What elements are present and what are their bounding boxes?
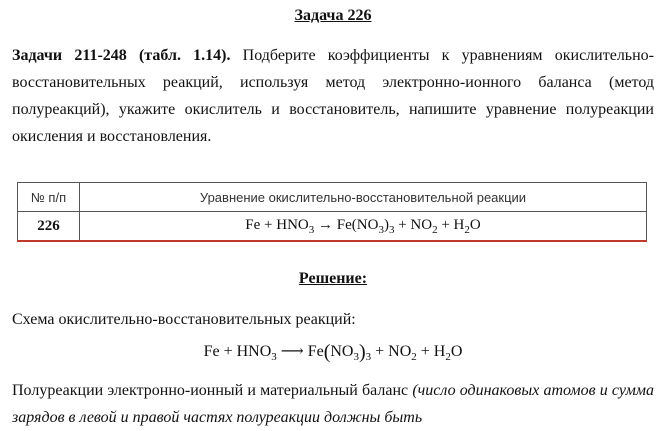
problem-title: Задача 226 bbox=[294, 7, 372, 24]
task-lead: Задачи 211-248 (табл. 1.14). bbox=[12, 47, 231, 64]
task-statement bbox=[12, 42, 654, 150]
scheme-product-h: + H bbox=[416, 343, 446, 360]
eq-product-o: O bbox=[469, 216, 481, 233]
reaction-table bbox=[17, 182, 647, 242]
eq-sub: 2 bbox=[432, 223, 438, 236]
scheme-product-fe: Fe bbox=[307, 343, 324, 360]
scheme-label: Схема окислительно-восстановительных реакций: bbox=[12, 311, 356, 328]
scheme-arrow: ⟶ bbox=[276, 343, 308, 360]
header-number: № п/п bbox=[18, 183, 80, 212]
eq-product-fe-no: Fe(NO bbox=[336, 216, 379, 233]
scheme-product-no: NO bbox=[330, 343, 354, 360]
scheme-sub: 3 bbox=[365, 351, 372, 364]
eq-sub: 3 bbox=[388, 223, 395, 236]
scheme-sub: 2 bbox=[445, 351, 451, 364]
balance-paragraph bbox=[12, 377, 654, 431]
eq-paren: ) bbox=[383, 216, 389, 233]
eq-sub: 2 bbox=[464, 223, 470, 236]
eq-product-no: + NO bbox=[394, 216, 433, 233]
header-equation: Уравнение окислительно-восстановительной реакции bbox=[80, 183, 647, 212]
scheme-equation bbox=[0, 340, 666, 369]
eq-sub: 3 bbox=[378, 223, 384, 236]
row-number: 226 bbox=[18, 212, 80, 242]
row-equation bbox=[80, 212, 647, 242]
eq-sub: 3 bbox=[308, 223, 315, 236]
eq-product-h: + H bbox=[437, 216, 465, 233]
eq-arrow: → bbox=[314, 216, 337, 233]
scheme-sub: 3 bbox=[353, 351, 359, 364]
scheme-product-o: O bbox=[450, 343, 463, 360]
table-row bbox=[18, 212, 647, 242]
eq-reactant-fe-hno: Fe + HNO bbox=[245, 216, 309, 233]
scheme-sub: 2 bbox=[411, 351, 417, 364]
task-text: Подберите коэффициенты к уравнениям окислительно-восстановительных реакций, используя метод электронно-ионного баланса (метод полуреакций), укажите окислитель и восстановитель, напишите уравнение полуреакции окисления и восстановления. bbox=[12, 47, 654, 145]
balance-italic: (число одинаковых атомов и сумма зарядов в левой и правой частях полуреакции должны быть bbox=[12, 382, 655, 426]
balance-text: Полуреакции электронно-ионный и материальный баланс bbox=[12, 382, 413, 399]
table-header-row bbox=[18, 183, 647, 212]
scheme-product-no2: + NO bbox=[371, 343, 412, 360]
scheme-reactant: Fe + HNO bbox=[203, 343, 272, 360]
solution-title: Решение: bbox=[298, 270, 368, 287]
scheme-right-paren: ) bbox=[358, 341, 366, 363]
scheme-sub: 3 bbox=[271, 351, 277, 364]
scheme-left-paren: ( bbox=[323, 341, 331, 363]
